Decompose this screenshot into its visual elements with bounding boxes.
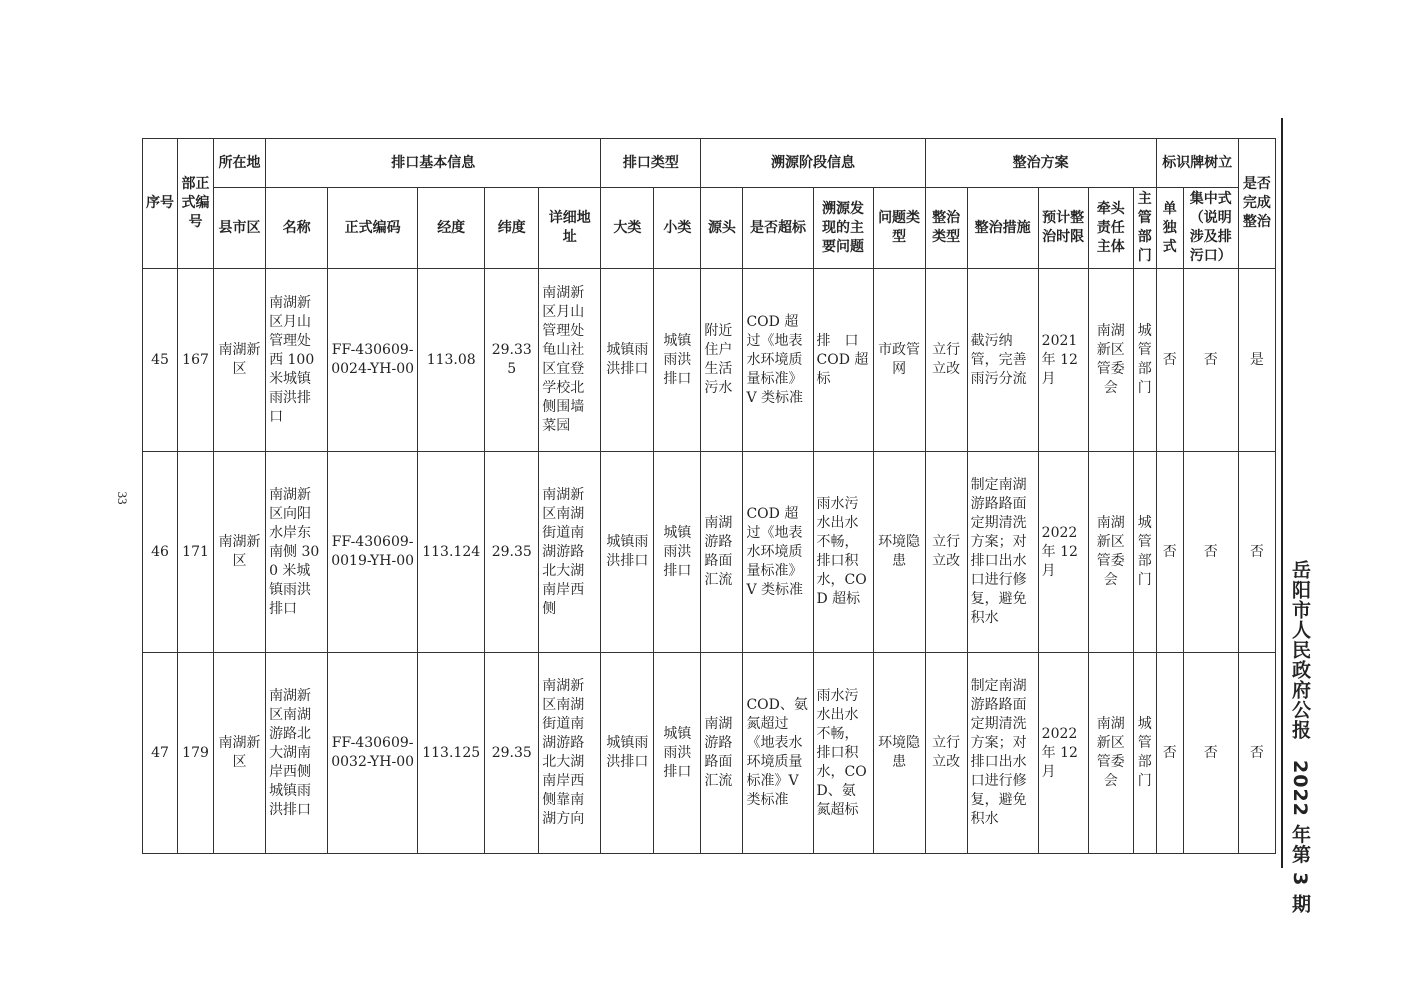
cell-lng: 113.124 bbox=[418, 452, 485, 653]
cell-single: 否 bbox=[1156, 452, 1183, 653]
col-completed: 是否完成整治 bbox=[1238, 139, 1275, 269]
cell-source: 南湖游路路面汇流 bbox=[701, 653, 743, 854]
cell-completed: 否 bbox=[1238, 452, 1275, 653]
cell-address: 南湖新区南湖街道南湖游路北大湖南岸西侧 bbox=[539, 452, 601, 653]
cell-dept: 城管部门 bbox=[1133, 452, 1156, 653]
cell-deadline: 2021 年 12 月 bbox=[1038, 269, 1088, 452]
running-header: 岳阳市人民政府公报 2022 年第 3 期 bbox=[1289, 560, 1311, 914]
cell-major: 城镇雨洪排口 bbox=[601, 653, 654, 854]
col-name: 名称 bbox=[266, 188, 328, 269]
table-row bbox=[143, 452, 1276, 653]
cell-rect-type: 立行立改 bbox=[925, 653, 967, 854]
col-source: 源头 bbox=[701, 188, 743, 269]
cell-source: 南湖游路路面汇流 bbox=[701, 452, 743, 653]
cell-dept-code: 179 bbox=[178, 653, 214, 854]
page-number: 33 bbox=[115, 491, 130, 505]
cell-name: 南湖新区月山管理处西 100 米城镇雨洪排口 bbox=[266, 269, 328, 452]
cell-central: 否 bbox=[1183, 653, 1238, 854]
cell-serial: 45 bbox=[143, 269, 178, 452]
col-single: 单独式 bbox=[1156, 188, 1183, 269]
cell-measures: 制定南湖游路路面定期清洗方案；对排口出水口进行修复，避免积水 bbox=[967, 452, 1038, 653]
cell-problem: 排 口 COD 超标 bbox=[813, 269, 873, 452]
cell-lat: 29.335 bbox=[485, 269, 539, 452]
cell-completed: 是 bbox=[1238, 269, 1275, 452]
cell-central: 否 bbox=[1183, 452, 1238, 653]
col-deadline: 预计整治时限 bbox=[1038, 188, 1088, 269]
group-sign: 标识牌树立 bbox=[1156, 139, 1238, 188]
cell-address: 南湖新区月山管理处龟山社区宜登学校北侧围墙菜园 bbox=[539, 269, 601, 452]
cell-problem-type: 环境隐患 bbox=[873, 452, 925, 653]
cell-deadline: 2022 年 12 月 bbox=[1038, 653, 1088, 854]
cell-problem-type: 市政管网 bbox=[873, 269, 925, 452]
cell-name: 南湖新区向阳水岸东南侧 300 米城镇雨洪排口 bbox=[266, 452, 328, 653]
group-basic-info: 排口基本信息 bbox=[266, 139, 601, 188]
cell-major: 城镇雨洪排口 bbox=[601, 452, 654, 653]
cell-lead: 南湖新区管委会 bbox=[1088, 269, 1133, 452]
cell-deadline: 2022 年 12 月 bbox=[1038, 452, 1088, 653]
group-tracing: 溯源阶段信息 bbox=[701, 139, 925, 188]
cell-exceed: COD 超过《地表水环境质量标准》V 类标准 bbox=[743, 269, 813, 452]
cell-exceed: COD、氨氮超过《地表水环境质量标准》V 类标准 bbox=[743, 653, 813, 854]
cell-code: FF-430609-0024-YH-00 bbox=[328, 269, 418, 452]
cell-name: 南湖新区南湖游路北大湖南岸西侧城镇雨洪排口 bbox=[266, 653, 328, 854]
col-address: 详细地址 bbox=[539, 188, 601, 269]
cell-dept: 城管部门 bbox=[1133, 269, 1156, 452]
cell-county: 南湖新区 bbox=[214, 452, 266, 653]
table-row bbox=[143, 269, 1276, 452]
col-location: 所在地 bbox=[214, 139, 266, 188]
col-major: 大类 bbox=[601, 188, 654, 269]
cell-code: FF-430609-0032-YH-00 bbox=[328, 653, 418, 854]
table-row bbox=[143, 653, 1276, 854]
cell-county: 南湖新区 bbox=[214, 269, 266, 452]
cell-minor: 城镇雨洪排口 bbox=[654, 452, 701, 653]
cell-dept-code: 171 bbox=[178, 452, 214, 653]
cell-measures: 制定南湖游路路面定期清洗方案；对排口出水口进行修复，避免积水 bbox=[967, 653, 1038, 854]
col-exceed: 是否超标 bbox=[743, 188, 813, 269]
col-longitude: 经度 bbox=[418, 188, 485, 269]
cell-lat: 29.35 bbox=[485, 452, 539, 653]
cell-serial: 46 bbox=[143, 452, 178, 653]
col-problem: 溯源发现的主要问题 bbox=[813, 188, 873, 269]
cell-problem: 雨水污水出水不畅，排口积水，COD、氨氮超标 bbox=[813, 653, 873, 854]
col-dept-code: 部正式编号 bbox=[178, 139, 214, 269]
cell-completed: 否 bbox=[1238, 653, 1275, 854]
col-minor: 小类 bbox=[654, 188, 701, 269]
cell-single: 否 bbox=[1156, 653, 1183, 854]
col-central: 集中式（说明涉及排污口） bbox=[1183, 188, 1238, 269]
col-rect-type: 整治类型 bbox=[925, 188, 967, 269]
col-county: 县市区 bbox=[214, 188, 266, 269]
cell-county: 南湖新区 bbox=[214, 653, 266, 854]
cell-problem: 雨水污水出水不畅，排口积水，COD 超标 bbox=[813, 452, 873, 653]
cell-dept: 城管部门 bbox=[1133, 653, 1156, 854]
cell-lat: 29.35 bbox=[485, 653, 539, 854]
cell-lng: 113.125 bbox=[418, 653, 485, 854]
cell-exceed: COD 超过《地表水环境质量标准》V 类标准 bbox=[743, 452, 813, 653]
col-dept: 主管部门 bbox=[1133, 188, 1156, 269]
outlet-table bbox=[142, 138, 1276, 854]
cell-central: 否 bbox=[1183, 269, 1238, 452]
cell-code: FF-430609-0019-YH-00 bbox=[328, 452, 418, 653]
cell-address: 南湖新区南湖街道南湖游路北大湖南岸西侧靠南湖方向 bbox=[539, 653, 601, 854]
cell-lead: 南湖新区管委会 bbox=[1088, 653, 1133, 854]
col-problem-type: 问题类型 bbox=[873, 188, 925, 269]
col-latitude: 纬度 bbox=[485, 188, 539, 269]
cell-minor: 城镇雨洪排口 bbox=[654, 269, 701, 452]
group-outlet-type: 排口类型 bbox=[601, 139, 701, 188]
cell-major: 城镇雨洪排口 bbox=[601, 269, 654, 452]
col-lead: 牵头责任主体 bbox=[1088, 188, 1133, 269]
cell-single: 否 bbox=[1156, 269, 1183, 452]
cell-source: 附近住户生活污水 bbox=[701, 269, 743, 452]
cell-dept-code: 167 bbox=[178, 269, 214, 452]
cell-lead: 南湖新区管委会 bbox=[1088, 452, 1133, 653]
header-rule bbox=[1281, 118, 1283, 868]
col-measures: 整治措施 bbox=[967, 188, 1038, 269]
group-plan: 整治方案 bbox=[925, 139, 1156, 188]
cell-lng: 113.08 bbox=[418, 269, 485, 452]
cell-rect-type: 立行立改 bbox=[925, 452, 967, 653]
cell-serial: 47 bbox=[143, 653, 178, 854]
cell-measures: 截污纳管，完善雨污分流 bbox=[967, 269, 1038, 452]
cell-minor: 城镇雨洪排口 bbox=[654, 653, 701, 854]
cell-problem-type: 环境隐患 bbox=[873, 653, 925, 854]
cell-rect-type: 立行立改 bbox=[925, 269, 967, 452]
col-serial: 序号 bbox=[143, 139, 178, 269]
col-formal-code: 正式编码 bbox=[328, 188, 418, 269]
